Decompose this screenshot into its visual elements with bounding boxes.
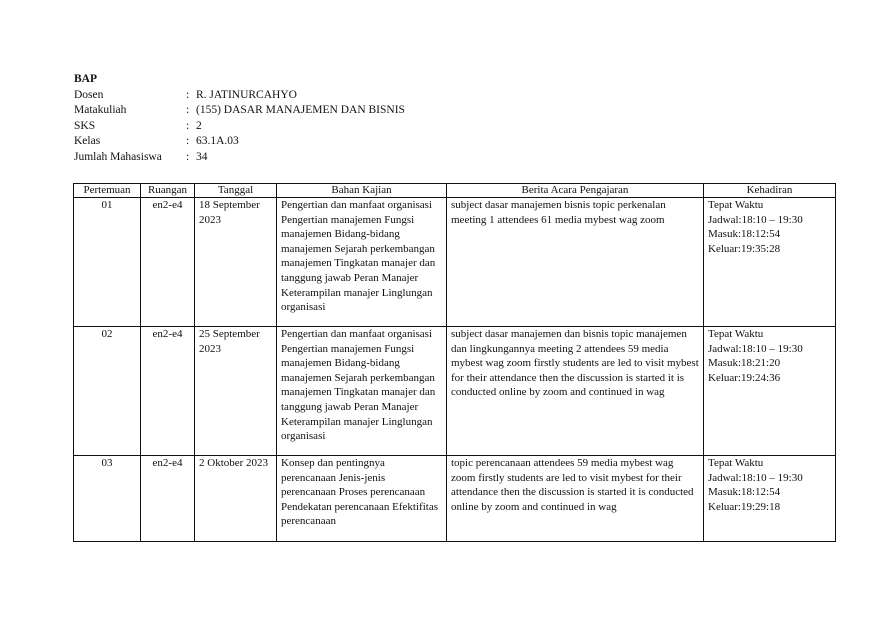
table-row (74, 198, 836, 327)
field-label: Jumlah Mahasiswa (74, 150, 162, 163)
table-row (74, 327, 836, 456)
cell-berita-acara: subject dasar manajemen dan bisnis topic manajemen dan lingkungannya meeting 2 attendees 59 media mybest wag zoom firstly students are led to visit mybest for their attendance then the discussion is started it is conducted online by zoom and continued in wag (447, 327, 704, 456)
field-value: 63.1A.03 (196, 135, 239, 147)
cell-kehadiran (704, 327, 836, 456)
cell-bahan-kajian: Konsep dan pentingnya perencanaan Jenis-jenis perencanaan Proses perencanaan Pendekatan perencanaan Efektifitas perencanaan (277, 456, 447, 542)
field-label: Matakuliah (74, 104, 127, 116)
kehadiran-masuk: Masuk:18:12:54 (708, 228, 781, 241)
field-value: 34 (196, 150, 208, 163)
field-kelas (74, 134, 405, 150)
field-separator: : (186, 150, 190, 163)
col-header-ruangan: Ruangan (141, 184, 195, 198)
field-separator: : (186, 119, 190, 132)
field-label: SKS (74, 119, 96, 132)
field-matakuliah (74, 103, 405, 119)
kehadiran-keluar: Keluar:19:29:18 (708, 500, 781, 513)
col-header-tanggal: Tanggal (195, 184, 277, 198)
col-header-bahan-kajian: Bahan Kajian (277, 184, 447, 198)
cell-bahan-kajian: Pengertian dan manfaat organisasi Pengertian manajemen Fungsi manajemen Bidang-bidang manajemen Sejarah perkembangan manajemen Tingkatan manajer dan tanggung jawab Peran Manajer Keterampilan manajer Linglungan organisasi (277, 198, 447, 327)
kehadiran-status: Tepat Waktu (708, 199, 764, 211)
cell-tanggal: 25 September 2023 (195, 327, 277, 456)
field-value: R. JATINURCAHYO (196, 88, 297, 101)
col-header-berita-acara: Berita Acara Pengajaran (447, 184, 704, 198)
cell-ruangan: en2-e4 (141, 456, 195, 542)
cell-ruangan: en2-e4 (141, 327, 195, 456)
field-sks (74, 119, 405, 135)
kehadiran-masuk: Masuk:18:12:54 (708, 486, 781, 499)
kehadiran-jadwal: Jadwal:18:10 – 19:30 (708, 471, 803, 484)
kehadiran-masuk: Masuk:18:21:20 (708, 357, 781, 370)
cell-berita-acara: topic perencanaan attendees 59 media mybest wag zoom firstly students are led to visit mybest for their attendance then the discussion is started it is conducted online by zoom and continued in wag (447, 456, 704, 542)
cell-kehadiran (704, 198, 836, 327)
cell-ruangan: en2-e4 (141, 198, 195, 327)
field-separator: : (186, 104, 190, 116)
table-row (74, 456, 836, 542)
kehadiran-jadwal: Jadwal:18:10 – 19:30 (708, 342, 803, 355)
kehadiran-keluar: Keluar:19:24:36 (708, 371, 781, 384)
cell-berita-acara: subject dasar manajemen bisnis topic perkenalan meeting 1 attendees 61 media mybest wag zoom (447, 198, 704, 327)
cell-kehadiran (704, 456, 836, 542)
document-header (74, 72, 405, 165)
field-separator: : (186, 135, 190, 147)
kehadiran-jadwal: Jadwal:18:10 – 19:30 (708, 213, 803, 226)
field-label: Dosen (74, 88, 104, 101)
cell-bahan-kajian: Pengertian dan manfaat organisasi Pengertian manajemen Fungsi manajemen Bidang-bidang manajemen Sejarah perkembangan manajemen Tingkatan manajer dan tanggung jawab Peran Manajer Keterampilan manajer Linglungan organisasi (277, 327, 447, 456)
document-title: BAP (74, 73, 97, 85)
kehadiran-status: Tepat Waktu (708, 328, 764, 340)
col-header-kehadiran: Kehadiran (704, 184, 836, 198)
field-jumlah-mahasiswa (74, 150, 405, 166)
cell-pertemuan: 03 (74, 456, 141, 542)
col-header-pertemuan: Pertemuan (74, 184, 141, 198)
field-separator: : (186, 88, 190, 101)
cell-pertemuan: 01 (74, 198, 141, 327)
table-header-row (74, 184, 836, 198)
kehadiran-status: Tepat Waktu (708, 457, 764, 469)
field-value: (155) DASAR MANAJEMEN DAN BISNIS (196, 104, 405, 116)
bap-table (73, 183, 836, 542)
cell-tanggal: 18 September 2023 (195, 198, 277, 327)
cell-tanggal: 2 Oktober 2023 (195, 456, 277, 542)
field-dosen (74, 88, 405, 104)
cell-pertemuan: 02 (74, 327, 141, 456)
field-label: Kelas (74, 135, 101, 147)
field-value: 2 (196, 119, 202, 132)
kehadiran-keluar: Keluar:19:35:28 (708, 242, 781, 255)
